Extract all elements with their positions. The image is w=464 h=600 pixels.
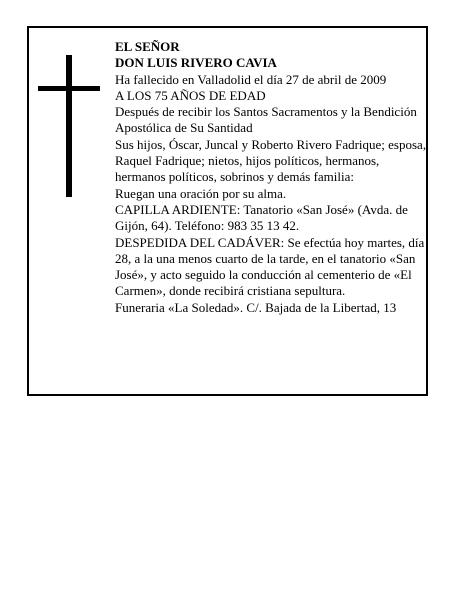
obituary-text bbox=[115, 39, 433, 316]
cross-vertical-bar bbox=[66, 55, 72, 197]
family-text: Sus hijos, Óscar, Juncal y Roberto Rivero Fadrique; esposa, Raquel Fadrique; nietos, hijos políticos, hermanos, hermanos políticos, sobrinos y demás familia: bbox=[115, 136, 427, 185]
deceased-name: DON LUIS RIVERO CAVIA bbox=[115, 55, 277, 71]
sacraments-text: Después de recibir los Santos Sacramentos y la Bendición Apostólica de Su Santidad bbox=[115, 104, 417, 136]
prayer-request: Ruegan una oración por su alma. bbox=[115, 185, 287, 201]
funeral-home: Funeraria «La Soledad». C/. Bajada de la Libertad, 13 bbox=[115, 299, 397, 315]
farewell-info: DESPEDIDA DEL CADÁVER: Se efectúa hoy martes, día 28, a la una menos cuarto de la tarde, en el tanatorio «San José», y acto seguido la conducción al cementerio de «El Carmen», donde recibirá cristiana sepultura. bbox=[115, 234, 425, 299]
chapel-info: CAPILLA ARDIENTE: Tanatorio «San José» (Avda. de Gijón, 64). Teléfono: 983 35 13 42. bbox=[115, 201, 408, 234]
cross-icon bbox=[38, 55, 100, 197]
cross-horizontal-bar bbox=[38, 86, 100, 91]
death-line: Ha fallecido en Valladolid el día 27 de abril de 2009 bbox=[115, 71, 387, 87]
age-line: A LOS 75 AÑOS DE EDAD bbox=[115, 87, 266, 103]
honorific: EL SEÑOR bbox=[115, 39, 180, 54]
